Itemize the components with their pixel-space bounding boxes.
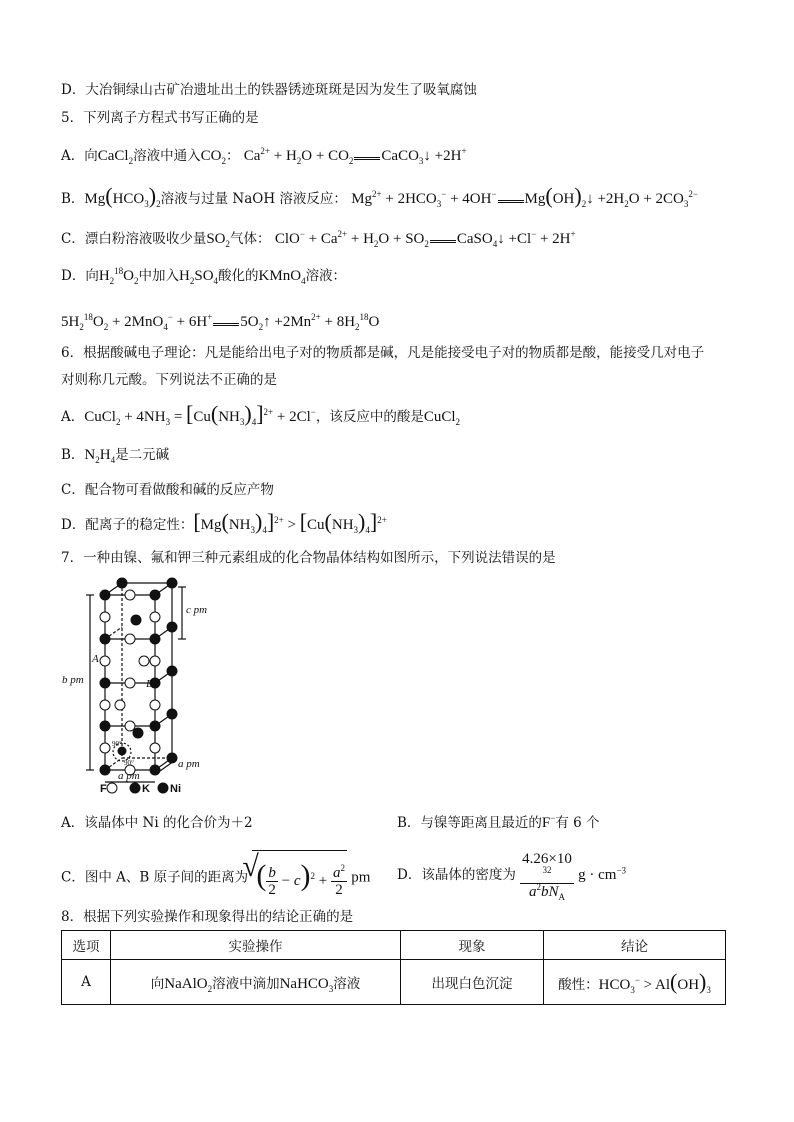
q5-option-a: A．向CaCl$_2$溶液中通入$CO_2$： $Ca^{2+} + H_2O + CO_2$ CaCO$_3$↓ +2H+ [61,146,467,166]
cell-option: A [62,960,111,1005]
q5-stem: 5．下列离子方程式书写正确的是 [61,110,259,126]
header-conclusion: 结论 [544,931,726,960]
legend-ni: Ni [170,783,181,795]
cell-operation: 向NaAlO$_2$溶液中滴加NaHCO$_3$溶液 [111,960,401,1005]
angle-label-2: 90° [124,759,134,767]
q7-option-b: B．与镍等距离且最近的F−有 6 个 [397,813,600,831]
header-phenomenon: 现象 [401,931,544,960]
q8-stem: 8．根据下列实验操作和现象得出的结论正确的是 [61,909,354,925]
angle-label-1: 90° [112,740,122,748]
q6-option-b: B．$N_2H_4$是二元碱 [61,447,170,465]
a-dimension-label-side: a pm [178,758,200,770]
crystal-structure-figure [60,575,230,795]
cell-conclusion: 酸性：$HCO_3^- > Al(OH)_3$ [544,960,726,1005]
q8-table [61,930,726,1005]
q6-option-a: A．CuCl$_2$ + $4NH_3 = [Cu(NH_3)_4]^{2+} + 2Cl^-$，该反应中的酸是CuCl$_2$ [61,401,461,427]
q6-option-c: C．配合物可看做酸和碱的反应产物 [61,482,274,498]
atom-b-label: B [146,678,153,690]
table-row [62,960,726,1005]
q5-option-b: B．$Mg(HCO_3)_2$溶液与过量 NaOH 溶液反应： $Mg^{2+} + 2HCO_3^- + 4OH^-$ $Mg(OH)_2↓ +2H_2O + 2CO_3^{2-}$ [61,183,698,209]
q4-option-d: D．大冶铜绿山古矿冶遗址出土的铁器锈迹斑斑是因为发生了吸氧腐蚀 [61,82,477,98]
q6-stem-line2: 对则称几元酸。下列说法不正确的是 [61,372,277,388]
table-header-row [62,931,726,960]
legend-f: F [100,783,107,795]
legend-k: K [142,783,150,795]
q5-option-d: D．向$H_2^{18}O_2$中加入$H_2SO_4$酸化的KMnO$_4$溶液： [61,266,347,286]
q6-option-d: D．配离子的稳定性：$[Mg(NH_3)_4]^{2+} > [Cu(NH_3)_4]^{2+}$ [61,509,387,535]
c-dimension-label: c pm [186,604,208,616]
atom-a-label: A [92,653,99,665]
cell-phenomenon: 出现白色沉淀 [401,960,544,1005]
q7-option-a: A．该晶体中 Ni 的化合价为＋2 [61,815,253,831]
header-operation: 实验操作 [111,931,401,960]
a-dimension-label-bottom: a pm [118,770,140,782]
q7-stem: 7．一种由镍、氟和钾三种元素组成的化合物晶体结构如图所示，下列说法错误的是 [61,550,556,566]
b-dimension-label: b pm [62,674,84,686]
q6-stem-line1: 6．根据酸碱电子理论：凡是能给出电子对的物质都是碱，凡是能接受电子对的物质都是酸，能接受几对电子 [61,345,705,361]
header-option: 选项 [62,931,111,960]
q7-option-c: C．图中 A、B 原子间的距离为 √ ( $\frac{b}{2}$ − c)$^2$ + $\frac{a^2}{2}$ pm [61,850,370,900]
q5-option-d-equation: $5H_2^{18}O_2 + 2MnO_4^- + 6H^+$ $5O_2↑ +2Mn^{2+} + 8H_2^{18}O$ [61,312,380,332]
q5-option-c: C．漂白粉溶液吸收少量$SO_2$气体： $ClO^- + Ca^{2+} + H_2O + SO_2$ CaSO$_4$↓ +Cl− + 2H+ [61,229,576,249]
q7-option-d: D．该晶体的密度为 4.26×10 $^{32}$ $a^2bN_A$ $g \cdot cm^{-3}$ [397,851,627,902]
